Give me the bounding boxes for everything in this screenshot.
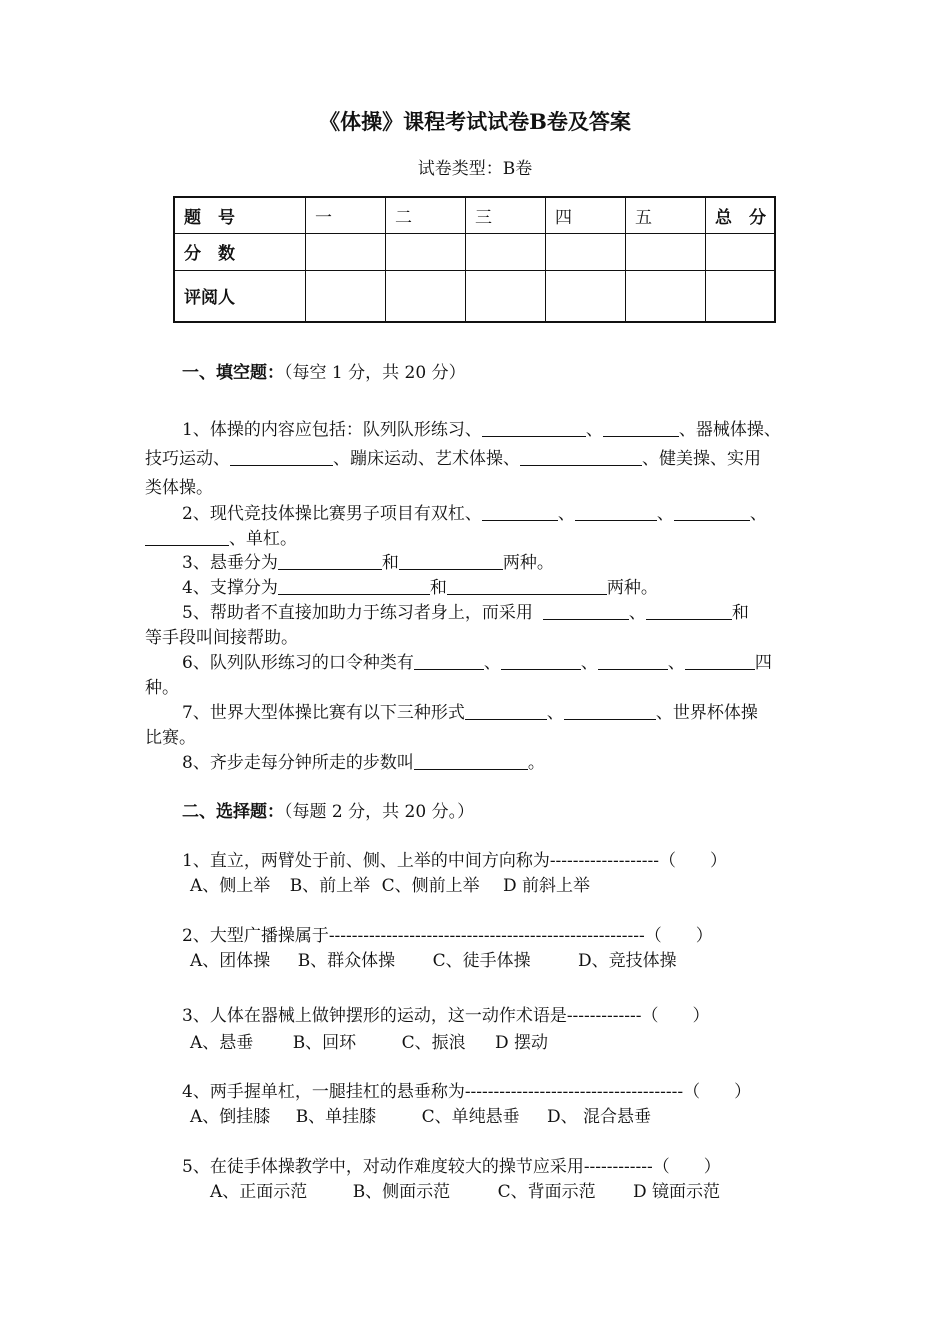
section-title: 一、填空题： — [182, 363, 284, 383]
fill-question-7 — [182, 698, 758, 723]
answer-blank[interactable] — [399, 552, 503, 570]
choice-options — [190, 1028, 548, 1053]
question-text: 、健美操、实用 — [642, 449, 761, 469]
answer-blank[interactable] — [230, 448, 333, 466]
question-text: 技巧运动、 — [145, 449, 230, 469]
answer-blank[interactable] — [501, 652, 581, 670]
question-text: 两种。 — [502, 553, 554, 573]
answer-blank[interactable] — [447, 577, 607, 595]
option-a[interactable]: A、倒挂膝 — [190, 1107, 271, 1127]
table-header-cell: 题 号 — [174, 197, 306, 233]
question-text: 、 — [749, 504, 767, 524]
section2-heading — [182, 797, 474, 822]
option-a[interactable]: A、悬垂 — [190, 1033, 254, 1053]
answer-blank[interactable] — [278, 552, 382, 570]
table-cell — [706, 270, 776, 322]
table-cell — [386, 233, 466, 270]
question-text: 8、齐步走每分钟所走的步数叫 — [182, 753, 414, 773]
choice-options — [210, 1177, 720, 1202]
page-title: 《体操》课程考试试卷B卷及答案 — [319, 109, 631, 134]
answer-blank[interactable] — [543, 602, 629, 620]
table-cell — [546, 270, 626, 322]
question-text: 和 — [731, 603, 749, 623]
question-text: 和 — [381, 553, 399, 573]
table-cell — [546, 233, 626, 270]
question-text: 、 — [557, 504, 575, 524]
option-b[interactable]: B、前上举 — [289, 876, 371, 896]
choice-options — [190, 871, 590, 896]
option-d[interactable]: D、 混合悬垂 — [547, 1107, 652, 1127]
fill-question-4 — [182, 573, 658, 598]
table-cell — [386, 270, 466, 322]
answer-blank[interactable] — [685, 652, 755, 670]
score-table — [173, 196, 776, 323]
fill-question-3 — [182, 548, 554, 573]
table-cell — [306, 270, 386, 322]
choice-question-stem: 1、直立，两臂处于前、侧、上举的中间方向称为-------------------（ ） — [182, 851, 727, 871]
answer-blank[interactable] — [482, 419, 586, 437]
answer-blank[interactable] — [414, 652, 484, 670]
question-text: 、 — [580, 653, 598, 673]
option-d[interactable]: D 镜面示范 — [633, 1182, 721, 1202]
question-text: 等手段叫间接帮助。 — [145, 628, 298, 648]
table-header-cell: 四 — [546, 197, 626, 233]
table-row — [174, 270, 775, 322]
table-cell — [706, 233, 776, 270]
question-text: 2、现代竞技体操比赛男子项目有双杠、 — [182, 504, 482, 524]
question-text: 、 — [667, 653, 685, 673]
question-text: 、单杠。 — [229, 529, 297, 549]
answer-blank[interactable] — [575, 503, 657, 521]
fill-question-8 — [182, 748, 545, 773]
exam-type: 试卷类型：B卷 — [417, 159, 533, 179]
table-header-cell: 五 — [626, 197, 706, 233]
answer-blank[interactable] — [603, 419, 679, 437]
fill-question-2-cont — [145, 524, 297, 549]
choice-options — [190, 946, 677, 971]
question-text: 、世界杯体操 — [655, 703, 758, 723]
fill-question-2 — [182, 499, 767, 524]
table-cell — [626, 270, 706, 322]
choice-question-stem: 5、在徒手体操教学中，对动作难度较大的操节应采用------------（ ） — [182, 1157, 721, 1177]
question-text: 5、帮助者不直接加助力于练习者身上，而采用 — [182, 603, 533, 623]
option-a[interactable]: A、团体操 — [190, 951, 271, 971]
answer-blank[interactable] — [414, 752, 528, 770]
option-b[interactable]: B、单挂膝 — [295, 1107, 377, 1127]
fill-question-1 — [182, 415, 781, 440]
answer-blank[interactable] — [598, 652, 668, 670]
option-b[interactable]: B、回环 — [292, 1033, 357, 1053]
option-d[interactable]: D 摆动 — [495, 1033, 549, 1053]
fill-question-5-cont — [145, 623, 298, 648]
question-text: 和 — [429, 578, 447, 598]
answer-blank[interactable] — [278, 577, 430, 595]
option-c[interactable]: C、振浪 — [401, 1033, 466, 1053]
fill-question-6 — [182, 648, 772, 673]
section1-heading — [182, 358, 466, 383]
choice-question-stem: 3、人体在器械上做钟摆形的运动，这一动作术语是-------------（ ） — [182, 1006, 710, 1026]
table-cell — [466, 270, 546, 322]
table-header-cell: 总 分 — [706, 197, 776, 233]
question-text: 两种。 — [606, 578, 658, 598]
option-b[interactable]: B、侧面示范 — [352, 1182, 451, 1202]
question-text: 。 — [527, 753, 545, 773]
fill-question-1-cont — [145, 444, 761, 469]
row-label: 评阅人 — [174, 270, 306, 322]
question-text: 6、队列队形练习的口令种类有 — [182, 653, 414, 673]
fill-question-5 — [182, 598, 749, 623]
fill-question-1-end — [145, 473, 213, 498]
table-header-cell: 三 — [466, 197, 546, 233]
answer-blank[interactable] — [482, 503, 558, 521]
question-text: 种。 — [145, 678, 179, 698]
table-row — [174, 233, 775, 270]
question-text: 类体操。 — [145, 478, 213, 498]
option-c[interactable]: C、侧前上举 — [381, 876, 480, 896]
question-text: 比赛。 — [145, 728, 196, 748]
section-note: （每空 1 分，共 20 分） — [284, 363, 466, 383]
question-text: 、 — [546, 703, 564, 723]
answer-blank[interactable] — [520, 448, 642, 466]
answer-blank[interactable] — [646, 602, 732, 620]
question-text: 、 — [628, 603, 646, 623]
table-header-cell: 二 — [386, 197, 466, 233]
answer-blank[interactable] — [465, 702, 547, 720]
question-text: 4、支撑分为 — [182, 578, 278, 598]
question-text: 1、体操的内容应包括：队列队形练习、 — [182, 420, 482, 440]
fill-question-7-cont — [145, 723, 196, 748]
option-b[interactable]: B、群众体操 — [297, 951, 396, 971]
option-a[interactable]: A、正面示范 — [210, 1182, 308, 1202]
answer-blank[interactable] — [674, 503, 750, 521]
choice-question-stem: 4、两手握单杠，一腿挂杠的悬垂称为--------------------------------------（ ） — [182, 1082, 752, 1102]
table-cell — [466, 233, 546, 270]
question-text: 、 — [656, 504, 674, 524]
option-c[interactable]: C、单纯悬垂 — [421, 1107, 520, 1127]
section-note: （每题 2 分，共 20 分。） — [284, 802, 475, 822]
question-text: 、 — [483, 653, 501, 673]
choice-question-stem: 2、大型广播操属于-------------------------------------------------------（ ） — [182, 926, 713, 946]
choice-options — [190, 1102, 651, 1127]
answer-blank[interactable] — [564, 702, 656, 720]
option-d[interactable]: D、竞技体操 — [578, 951, 677, 971]
question-text: 3、悬垂分为 — [182, 553, 278, 573]
table-cell — [626, 233, 706, 270]
answer-blank[interactable] — [145, 528, 229, 546]
table-cell — [306, 233, 386, 270]
option-a[interactable]: A、侧上举 — [190, 876, 271, 896]
option-c[interactable]: C、徒手体操 — [432, 951, 531, 971]
table-header-cell: 一 — [306, 197, 386, 233]
question-text: 、 — [585, 420, 603, 440]
option-c[interactable]: C、背面示范 — [497, 1182, 596, 1202]
fill-question-6-cont — [145, 673, 179, 698]
option-d[interactable]: D 前斜上举 — [503, 876, 591, 896]
question-text: 、器械体操、 — [678, 420, 781, 440]
section-title: 二、选择题： — [182, 802, 284, 822]
question-text: 、蹦床运动、艺术体操、 — [333, 449, 520, 469]
row-label: 分 数 — [174, 233, 306, 270]
question-text: 7、世界大型体操比赛有以下三种形式 — [182, 703, 465, 723]
table-header-row — [174, 197, 775, 233]
question-text: 四 — [754, 653, 772, 673]
